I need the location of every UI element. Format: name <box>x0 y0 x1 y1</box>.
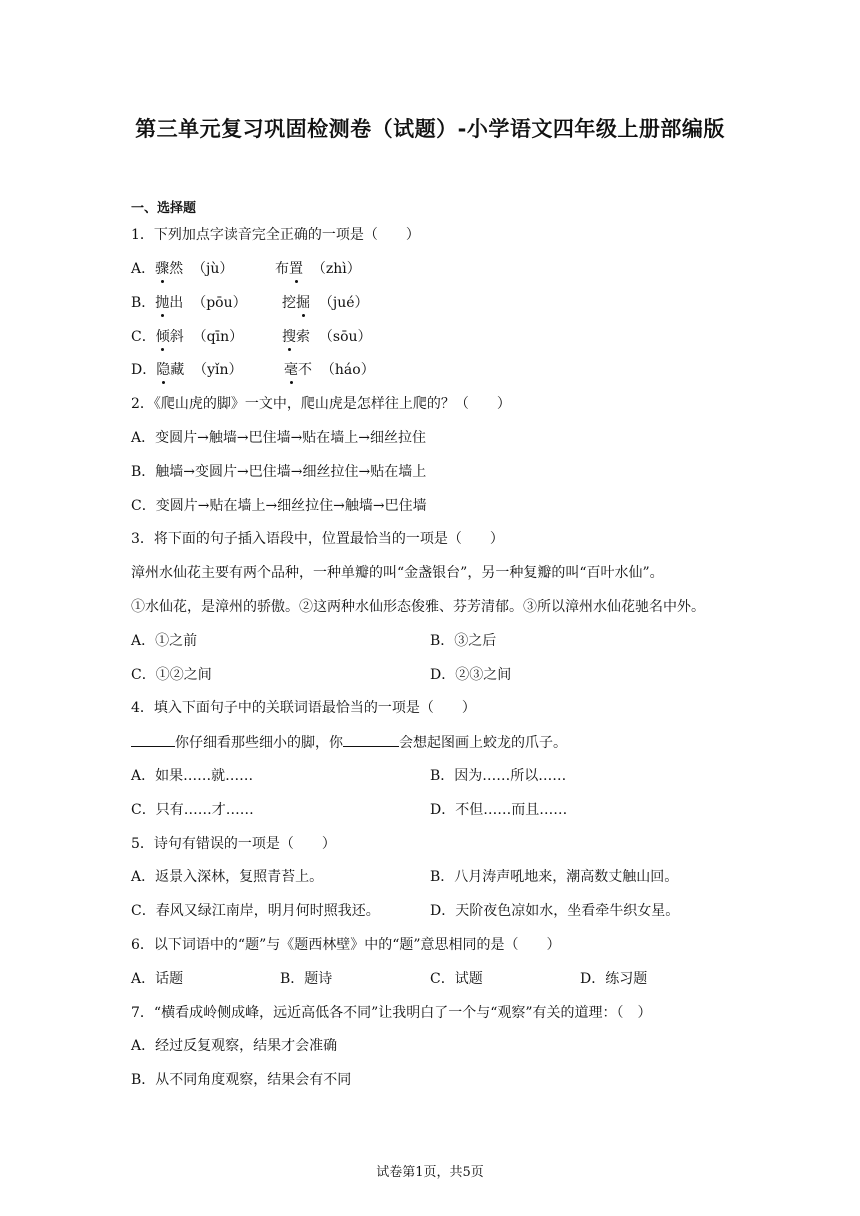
question-4-stem: 4．填入下面句子中的关联词语最恰当的一项是（ ） <box>131 700 476 716</box>
pinyin: （yǐn） <box>193 362 243 378</box>
question-5-option-c: C．春风又绿江南岸，明月何时照我还。 <box>131 903 380 919</box>
question-1-option-a <box>131 259 233 279</box>
question-3-option-a: A．①之前 <box>131 633 198 649</box>
question-7-option-a: A．经过反复观察，结果才会准确 <box>131 1038 338 1054</box>
word-rest: 索 <box>296 329 310 345</box>
question-1-option-d-word-2 <box>284 360 375 380</box>
question-1-stem: 1．下列加点字读音完全正确的一项是（ ） <box>131 227 420 243</box>
question-4-option-c: C．只有……才…… <box>131 802 254 818</box>
question-3-option-b: B．③之后 <box>430 633 497 649</box>
question-7-option-b: B．从不同角度观察，结果会有不同 <box>131 1072 352 1088</box>
question-3-sentence: 漳州水仙花主要有两个品种，一种单瓣的叫“金盏银台”，另一种复瓣的叫“百叶水仙”。 <box>131 565 664 581</box>
pinyin: （jué） <box>318 295 369 311</box>
question-2-option-c: C．变圆片→贴在墙上→细丝拉住→触墙→巴住墙 <box>131 498 427 514</box>
pinyin: （sōu） <box>318 329 372 345</box>
word-rest: 然 <box>169 261 184 277</box>
dotted-char: 倾 <box>155 329 170 345</box>
question-3-stem: 3．将下面的句子插入语段中，位置最恰当的一项是（ ） <box>131 531 504 547</box>
question-3-option-d: D．②③之间 <box>430 667 512 683</box>
question-6-option-b: B．题诗 <box>280 971 333 987</box>
question-2-option-b: B．触墙→变圆片→巴住墙→细丝拉住→贴在墙上 <box>131 464 427 480</box>
question-2-option-a: A．变圆片→触墙→巴住墙→贴在墙上→细丝拉住 <box>131 430 427 446</box>
question-1-option-a-word-2 <box>275 259 361 279</box>
pinyin: （jù） <box>192 261 234 277</box>
question-5-option-b: B．八月涛声吼地来，潮高数丈触山回。 <box>430 869 679 885</box>
sentence-part: 你仔细看那些细小的脚，你 <box>175 735 343 751</box>
option-label: B． <box>131 295 156 311</box>
question-3-option-c: C．①②之间 <box>131 667 212 683</box>
question-6-option-d: D．练习题 <box>580 971 648 987</box>
dotted-char: 隐 <box>156 362 171 378</box>
question-1-option-c-word-2 <box>282 327 372 347</box>
page-footer: 试卷第1页，共5页 <box>376 1165 484 1180</box>
question-1-option-b <box>131 293 247 313</box>
dotted-char: 搜 <box>282 329 296 345</box>
question-2-stem: 2．《爬山虎的脚》一文中，爬山虎是怎样往上爬的？（ ） <box>131 396 511 412</box>
dotted-char: 骤 <box>155 261 170 277</box>
option-label: C． <box>131 329 156 345</box>
pinyin: （pōu） <box>192 295 247 311</box>
pinyin: （qīn） <box>192 329 244 345</box>
word-prefix: 挖 <box>282 295 296 311</box>
dotted-char: 置 <box>289 261 303 277</box>
question-6-stem: 6．以下词语中的“题”与《题西林壁》中的“题”意思相同的是（ ） <box>131 937 561 953</box>
pinyin: （háo） <box>320 362 375 378</box>
question-5-option-d: D．天阶夜色凉如水，坐看牵牛织女星。 <box>430 903 680 919</box>
question-1-option-d <box>131 360 243 380</box>
question-7-stem: 7．“横看成岭侧成峰，远近高低各不同”让我明白了一个与“观察”有关的道理：（ ） <box>131 1005 652 1021</box>
question-5-option-a: A．返景入深林，复照青苔上。 <box>131 869 324 885</box>
question-6-option-a: A．话题 <box>131 971 184 987</box>
question-1-option-b-word-2 <box>282 293 369 313</box>
sentence-part: 会想起图画上蛟龙的爪子。 <box>399 735 567 751</box>
word-rest: 出 <box>169 295 184 311</box>
fill-blank[interactable] <box>131 732 175 747</box>
question-5-stem: 5．诗句有错误的一项是（ ） <box>131 836 336 852</box>
dotted-char: 毫 <box>284 362 298 378</box>
option-label: D． <box>131 362 157 378</box>
word-rest: 藏 <box>170 362 185 378</box>
option-label: A． <box>131 261 156 277</box>
dotted-char: 抛 <box>155 295 170 311</box>
question-1-option-c <box>131 327 243 347</box>
word-prefix: 布 <box>275 261 289 277</box>
word-rest: 斜 <box>169 329 184 345</box>
fill-blank[interactable] <box>343 732 399 747</box>
question-3-passage: ①水仙花，是漳州的骄傲。②这两种水仙形态俊雅、芬芳清郁。③所以漳州水仙花驰名中外。 <box>131 599 705 615</box>
section-heading: 一、选择题 <box>131 201 197 216</box>
word-rest: 不 <box>298 362 312 378</box>
question-6-option-c: C．试题 <box>430 971 483 987</box>
page-title: 第三单元复习巩固检测卷（试题）-小学语文四年级上册部编版 <box>135 117 725 141</box>
question-4-option-a: A．如果……就…… <box>131 768 254 784</box>
question-4-option-b: B．因为……所以…… <box>430 768 567 784</box>
question-4-sentence <box>131 732 567 753</box>
dotted-char: 掘 <box>296 295 310 311</box>
pinyin: （zhì） <box>311 261 361 277</box>
question-4-option-d: D．不但……而且…… <box>430 802 568 818</box>
